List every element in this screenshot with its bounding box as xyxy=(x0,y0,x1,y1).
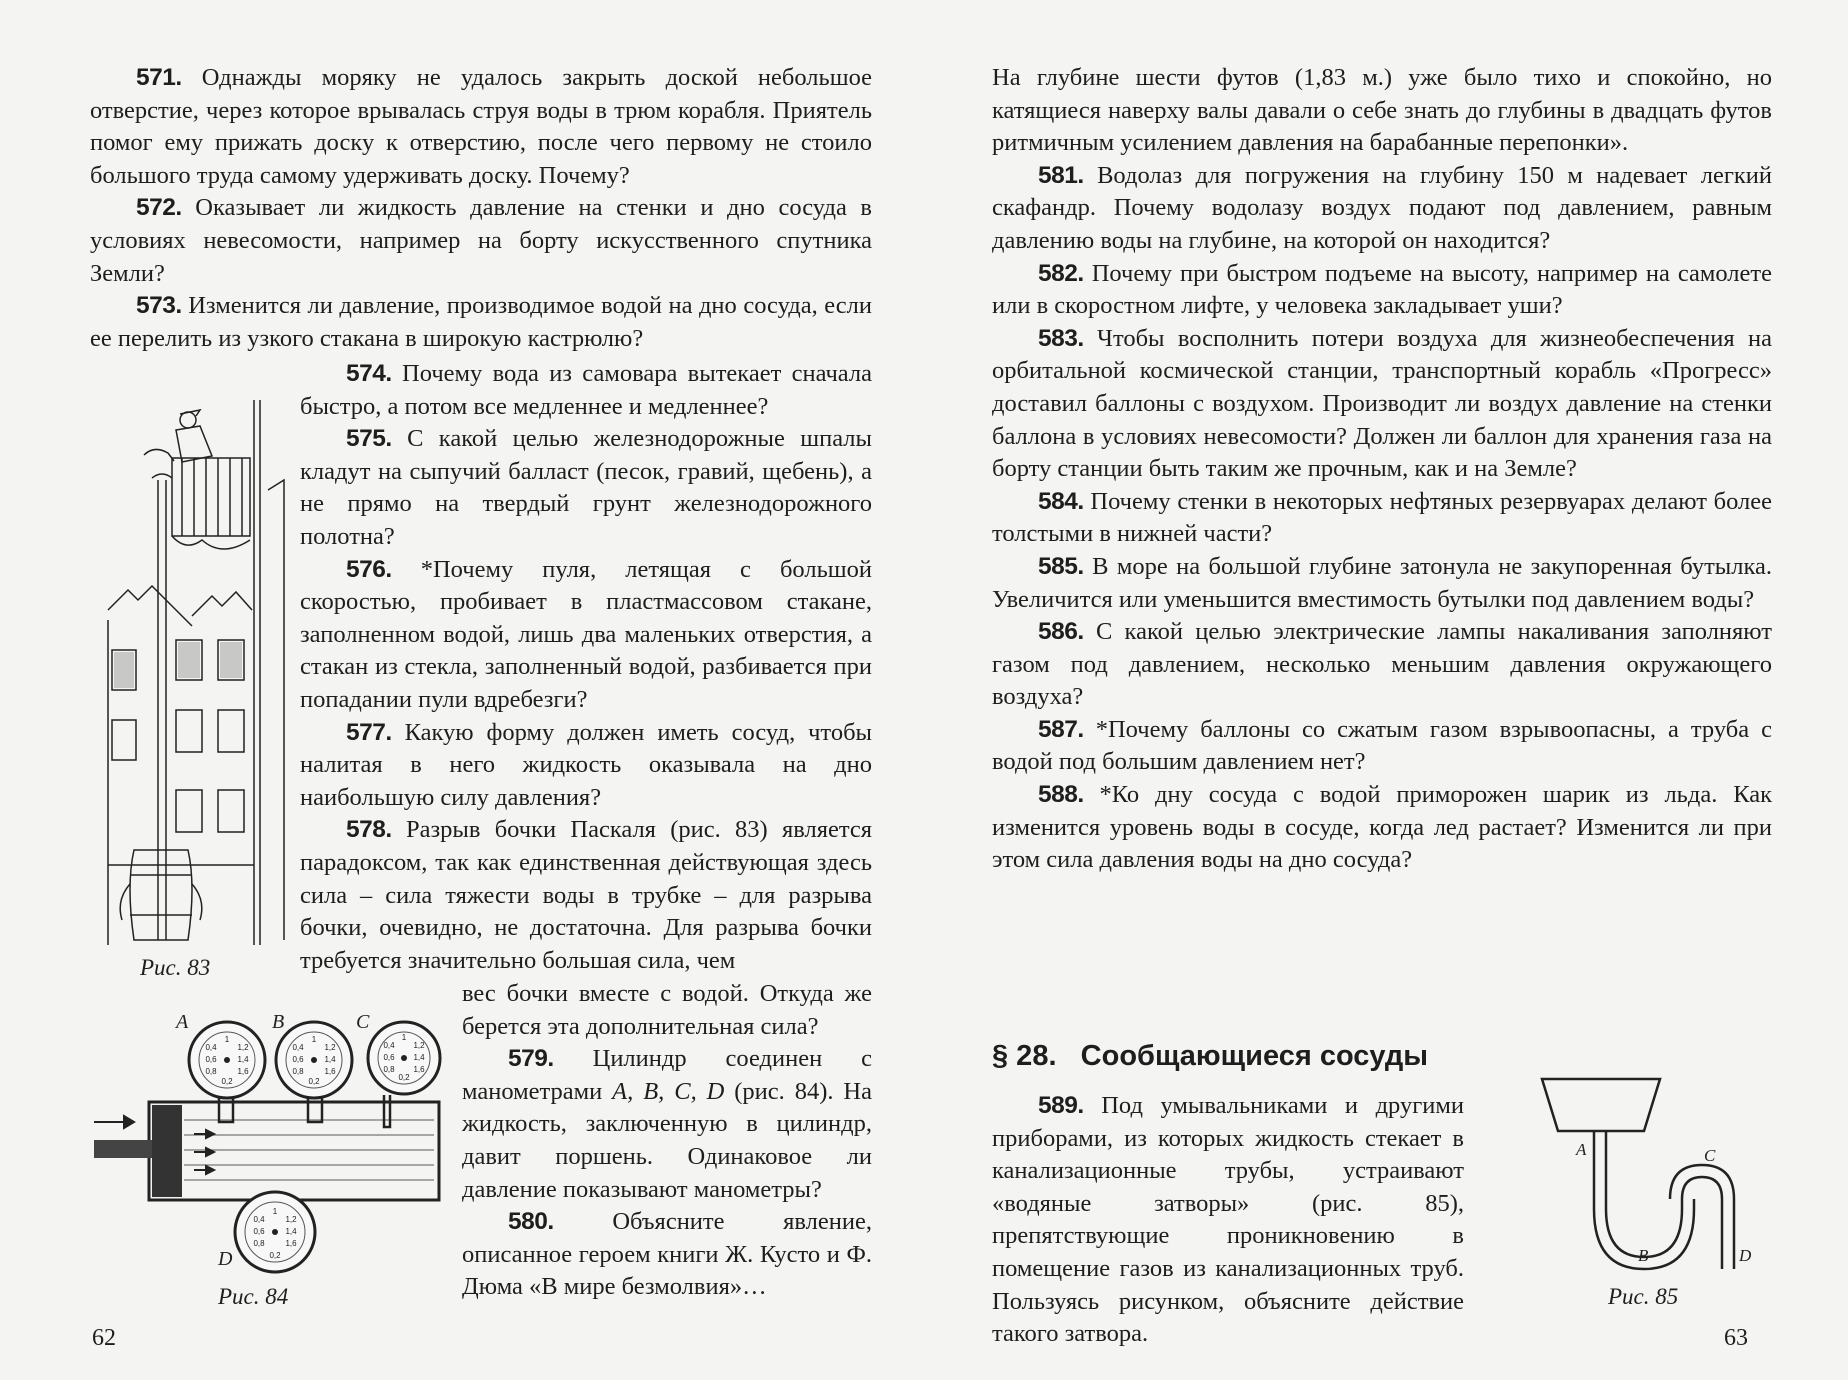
side-column xyxy=(300,358,872,977)
gauge-a-tick-5: 1,2 xyxy=(237,1043,249,1052)
gauge-d-tick-1: 0,4 xyxy=(253,1215,265,1224)
question-572: 572. Оказывает ли жидкость давление на стенки и дно сосуда в условиях невесомости, например на борту искусственного спутника Земли? xyxy=(90,194,872,287)
page-number-right: 63 xyxy=(1724,1325,1748,1351)
gauge-a-tick-2: 0,6 xyxy=(205,1055,217,1064)
gauge-label-a: A xyxy=(176,1011,189,1033)
question-588: 588. *Ко дну сосуда с водой приморожен шарик из льда. Как изменится уровень воды в сосуде, когда лед растает? Изменится ли при этом сила давления воды на дно сосуда? xyxy=(992,781,1772,874)
question-582: 582. Почему при быстром подъеме на высоту, например на самолете или в скоростном лифте, у человека закладывает уши? xyxy=(992,259,1772,320)
question-581: 581. Водолаз для погружения на глубину 150 м надевает легкий скафандр. Почему водолазу воздух подают под давлением, равным давлению воды на глубине, на которой он находится? xyxy=(992,161,1772,254)
question-578-continued: вес бочки вместе с водой. Откуда же берется эта дополнительная сила? xyxy=(462,980,872,1040)
gauge-c-tick-0: 0,2 xyxy=(398,1073,410,1082)
gauge-d-tick-0: 0,2 xyxy=(269,1251,281,1260)
gauge-b-tick-0: 0,2 xyxy=(308,1077,320,1086)
gauge-a-tick-4: 1 xyxy=(224,1035,230,1044)
water-trap-figure xyxy=(1534,1075,1752,1285)
pascal-barrel-figure xyxy=(108,400,288,945)
question-589: 589. Под умывальниками и другими приборами, из которых жидкость стекает в канализационные трубы, устраивают «водяные затворы» (рис. 85), препятствующие проникновению в помещение газов из канализационных труб. Пользуясь рисунком, объясните действие такого затвора. xyxy=(992,1092,1464,1348)
fig-84-caption: Рис. 84 xyxy=(218,1284,289,1309)
gauge-b-tick-4: 1 xyxy=(311,1035,317,1044)
trap-label-c: C xyxy=(1704,1146,1716,1165)
gauge-d-tick-2: 0,6 xyxy=(253,1227,265,1236)
right-page xyxy=(924,0,1848,1380)
gauge-a-tick-3: 0,8 xyxy=(205,1067,217,1076)
gauge-c-tick-5: 1,2 xyxy=(413,1041,425,1050)
gauge-a-tick-1: 0,4 xyxy=(205,1043,217,1052)
gauge-c-tick-4: 1 xyxy=(401,1033,407,1042)
gauge-c-tick-3: 0,8 xyxy=(383,1065,395,1074)
top-questions xyxy=(90,62,872,355)
fig-85-caption: Рис. 85 xyxy=(1608,1284,1679,1309)
question-573: 573. Изменится ли давление, производимое водой на дно сосуда, если ее перелить из узкого стакана в широкую кастрюлю? xyxy=(90,292,872,352)
gauge-b-tick-2: 0,6 xyxy=(292,1055,304,1064)
gauge-d-tick-6: 1,4 xyxy=(285,1227,297,1236)
gauge-d-tick-7: 1,6 xyxy=(285,1239,297,1248)
gauge-c-tick-7: 1,6 xyxy=(413,1065,425,1074)
question-576: 576. *Почему пуля, летящая с большой скоростью, пробивает в пластмассовом стакане, заполненном водой, лишь два маленьких отверстия, а стакан из стекла, заполненный водой, разбивается при попадании пули вдребезги? xyxy=(300,555,872,713)
question-571: 571. Однажды моряку не удалось закрыть доской небольшое отверстие, через которое врывалась струя воды в трюм корабля. Приятель помог ему прижать доску к отверстию, после чего первому не стоило большого труда самому удерживать доску. Почему? xyxy=(90,64,872,189)
right-questions xyxy=(992,62,1772,877)
question-587: 587. *Почему баллоны со сжатым газом взрывоопасны, а труба с водой под большим давлением нет? xyxy=(992,715,1772,776)
question-577: 577. Какую форму должен иметь сосуд, чтобы налитая в него жидкость оказывала на дно наибольшую силу давления? xyxy=(300,718,872,811)
question-579: 579. Цилиндр соединен с манометрами A, B, C, D (рис. 84). На жидкость, заключенную в цилиндр, давит поршень. Одинаковое ли давление показывают манометры? xyxy=(462,1045,873,1203)
gauge-d-tick-5: 1,2 xyxy=(285,1215,297,1224)
page-number-left: 62 xyxy=(92,1325,116,1351)
question-580: 580. Объясните явление, описанное героем книги Ж. Кусто и Ф. Дюма «В мире безмолвия»… xyxy=(462,1208,872,1301)
gauge-b-tick-1: 0,4 xyxy=(292,1043,304,1052)
question-586: 586. С какой целью электрические лампы накаливания заполняют газом под давлением, несколько меньшим давления окружающего воздуха? xyxy=(992,618,1772,711)
lower-column xyxy=(462,978,872,1304)
trap-label-d: D xyxy=(1739,1246,1752,1265)
gauge-d-tick-3: 0,8 xyxy=(253,1239,265,1248)
question-589-block xyxy=(992,1090,1464,1351)
gauge-b-tick-5: 1,2 xyxy=(324,1043,336,1052)
gauge-c-tick-1: 0,4 xyxy=(383,1041,395,1050)
gauge-label-d: D xyxy=(218,1248,233,1270)
fig-83-caption: Рис. 83 xyxy=(140,955,211,980)
gauge-d-tick-4: 1 xyxy=(272,1207,278,1216)
gauge-a-tick-6: 1,4 xyxy=(237,1055,249,1064)
gauge-a-tick-7: 1,6 xyxy=(237,1067,249,1076)
section-heading: § 28. Сообщающиеся сосуды xyxy=(992,1040,1428,1072)
gauge-c-tick-2: 0,6 xyxy=(383,1053,395,1062)
question-574: 574. Почему вода из самовара вытекает сначала быстро, а потом все медленнее и медленнее? xyxy=(300,360,872,420)
question-585: 585. В море на большой глубине затонула не закупоренная бутылка. Увеличится или уменьшится вместимость бутылки под давлением воды? xyxy=(992,552,1772,613)
gauge-b-tick-3: 0,8 xyxy=(292,1067,304,1076)
gauge-a-tick-0: 0,2 xyxy=(221,1077,233,1086)
gauge-label-b: B xyxy=(272,1011,285,1033)
question-580-continued: На глубине шести футов (1,83 м.) уже было тихо и спокойно, но катящиеся наверху валы давали о себе знать до глубины в двадцать футов ритмичным усилением давления на барабанные перепонки». xyxy=(992,64,1772,157)
manometer-cylinder-figure xyxy=(94,1010,454,1275)
question-584: 584. Почему стенки в некоторых нефтяных резервуарах делают более толстыми в нижней части? xyxy=(992,487,1772,548)
question-575: 575. С какой целью железнодорожные шпалы кладут на сыпучий балласт (песок, гравий, щебень), а не прямо на твердый грунт железнодорожного полотна? xyxy=(300,425,872,550)
gauge-c-tick-6: 1,4 xyxy=(413,1053,425,1062)
trap-label-a: A xyxy=(1576,1140,1587,1159)
gauge-label-c: C xyxy=(356,1011,370,1033)
question-583: 583. Чтобы восполнить потери воздуха для жизнеобеспечения на орбитальной космической станции, транспортный корабль «Прогресс» доставил баллоны с воздухом. Производит ли воздух давление на стенки баллона в условиях невесомости? Должен ли баллон для хранения газа на борту станции быть таким же прочным, как и на Земле? xyxy=(992,324,1772,483)
gauge-b-tick-6: 1,4 xyxy=(324,1055,336,1064)
gauge-b-tick-7: 1,6 xyxy=(324,1067,336,1076)
question-578: 578. Разрыв бочки Паскаля (рис. 83) является парадоксом, так как единственная действующая здесь сила – сила тяжести воды в трубке – для разрыва бочки, очевидно, не достаточна. Для разрыва бочки требуется значительно большая сила, чем xyxy=(300,816,872,974)
trap-label-b: B xyxy=(1638,1246,1649,1265)
